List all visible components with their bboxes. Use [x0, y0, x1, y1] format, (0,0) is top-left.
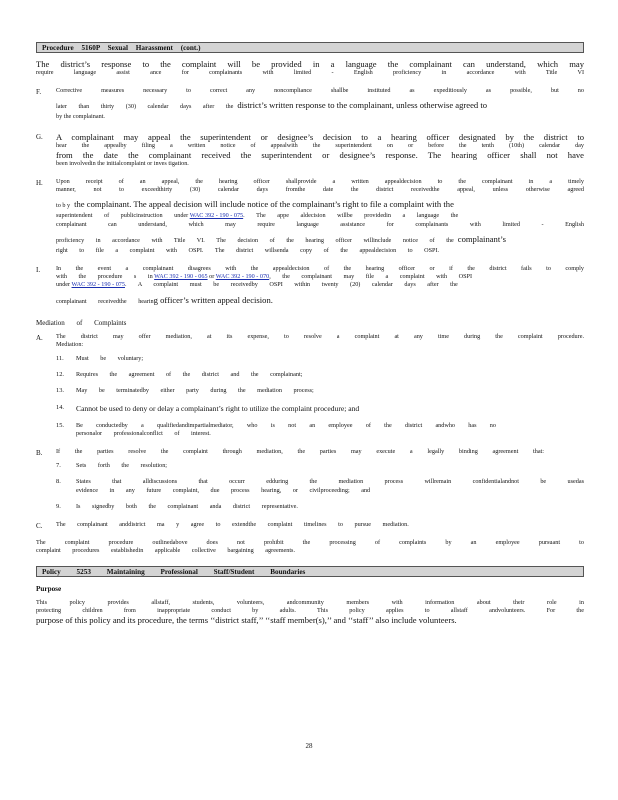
purpose-line-3: purpose of this policy and its procedure, the terms ‘‘district staff,’’ ‘‘staff member(s),’’ and ‘‘staff’’ also include volunteers. [36, 615, 457, 626]
mediation-b-item-7 [36, 462, 584, 470]
mediation-a-line-1: The district may offer mediation, at its expense, to resolve a complaint at any time during the complaint procedure. [56, 332, 584, 340]
section-h-label: H. [36, 179, 43, 188]
mediation-item-15-text-2: personalor professionalconflict of interest. [76, 429, 211, 437]
section-f [36, 87, 584, 121]
mediation-item-11 [36, 355, 584, 363]
mediation-item-14 [36, 404, 584, 414]
section-g-line-3: from the date the complainant received the superintendent or designee’s response. The hearing officer shall not have [56, 149, 584, 160]
mediation-item-15 [36, 422, 584, 438]
section-g-line-2: hear the appealby filing a written notice of appealwith the superintendent on or before the tenth (10th) calendar day [56, 141, 584, 149]
section-i-label: I. [36, 266, 41, 275]
mediation-b-item-8 [36, 478, 584, 494]
section-i-line-2 [56, 273, 584, 281]
mediation-b-item-7-text: Sets forth the resolution; [76, 462, 168, 470]
intro-line-1: The district’s response to the complaint will be provided in a language the complainant can understand, which may [36, 59, 584, 69]
mediation-closing-line-1: The complaint procedure outlinedabove does not prohibit the processing of complaints by an employee pursuant to [36, 539, 584, 547]
section-h-line-3-big: the complainant. The appeal decision will include notice of the complainant’s right to file a complaint with the [74, 199, 454, 210]
mediation-b-item-8-text: States that alldiscussions that occurr edduring the mediation process willremain confidentialandnot be usedas [76, 478, 584, 486]
page-number: 28 [305, 742, 313, 750]
section-i-line-1: In the event a complainant disagrees with the appealdecision of the hearing officer or if the district fails to comply [56, 265, 584, 273]
mediation-section-a [36, 333, 584, 349]
mediation-b-item-7-num: 7. [56, 462, 61, 470]
mediation-section-c [36, 521, 584, 529]
mediation-item-12 [36, 371, 584, 379]
section-h [36, 178, 584, 255]
intro-line-2: require language assist ance for complainants with limited - English proficiency in accordance with Title VI [36, 69, 584, 76]
section-g [36, 132, 584, 168]
section-i-line-2-text-b: , the complainant may file a complaint with OSPI [269, 273, 473, 281]
section-h-line-5: complainant can understand, which may require language assistance for complainants with limited - English [56, 220, 584, 228]
mediation-item-13-num: 13. [56, 387, 64, 395]
section-i-line-4-small: complainant receivedthe hearin [56, 297, 154, 305]
mediation-b-item-8-text-2: evidence in any future complaint, due process hearing, or civilproceeding; and [76, 486, 371, 494]
mediation-c-label: C. [36, 522, 43, 531]
mediation-a-line-2: Mediation: [56, 340, 84, 348]
mediation-item-12-text: Requires the agreement of the district and the complainant; [76, 371, 303, 379]
procedure-header-band: Procedure 5160P Sexual Harassment (cont.) [36, 42, 584, 53]
mediation-section-b [36, 448, 584, 456]
purpose-line-2: protecting children from inappropriate conduct by adults. This policy applies to allstaff andvolunteers. For the [36, 606, 584, 614]
wac-392-190-075-link[interactable]: WAC 392 - 190 - 075 [189, 212, 244, 220]
section-h-line-1: Upon receipt of an appeal, the hearing officer shallprovide a written appealdecision to the complainant in a timely [56, 178, 584, 186]
section-i-line-2-or: or [209, 273, 215, 281]
mediation-item-14-text: Cannot be used to deny or delay a complainant’s right to utilize the complaint procedure; and [76, 403, 360, 413]
section-h-line-6-big: complainant’s [457, 233, 506, 244]
mediation-closing [36, 539, 584, 555]
wac-392-190-075-link-2[interactable]: WAC 392 - 190 - 075 [71, 281, 125, 289]
wac-392-190-065-link[interactable]: WAC 392 - 190 - 065 [154, 273, 208, 281]
mediation-item-12-num: 12. [56, 371, 64, 379]
section-f-label: F. [36, 88, 42, 97]
section-h-line-3-small: to b y [56, 202, 71, 210]
section-i-line-3-text-b: . A complaint must be receivedby OSPI within twenty (20) calendar days after the [124, 281, 458, 289]
purpose-line-1: This policy provides allstaff, students, volunteers, andcommunity members with information about their role in [36, 598, 584, 606]
mediation-heading: Mediation of Complaints [36, 318, 127, 327]
section-i [36, 265, 584, 308]
intro-paragraph [36, 59, 584, 77]
mediation-b-item-9-text: Is signedby both the complainant anda district representative. [76, 502, 298, 510]
section-h-line-7: right to file a complaint with OSPI. The district willsenda copy of the appealdecision to OSPI. [56, 246, 440, 254]
section-h-line-6 [56, 229, 584, 247]
section-f-line-1: Corrective measures necessary to correct any noncompliance shallbe instituted as expeditiously as possible, but no [56, 87, 584, 95]
section-h-line-2: manner, not to exceedthirty (30) calendar days fromthe date the district receivedthe appeal, unless otherwise agreed [56, 186, 584, 194]
mediation-closing-line-2: complaint procedures establishedin applicable collective bargaining agreements. [36, 547, 296, 555]
section-h-line-3 [56, 194, 584, 212]
mediation-b-line-1: If the parties resolve the complaint through mediation, the parties may execute a legally binding agreement that: [56, 448, 544, 456]
wac-392-190-070-link[interactable]: WAC 392 - 190 - 070 [215, 273, 270, 281]
mediation-b-item-9 [36, 503, 584, 511]
section-f-line-2-big: district’s written response to the complainant, unless otherwise agreed to [237, 100, 488, 111]
section-g-line-1: A complainant may appeal the superintendent or designee’s decision to a hearing officer designated by the district to [56, 131, 584, 142]
section-i-line-2-text-a: with the procedure s in [56, 273, 153, 281]
section-f-line-3: by the complainant. [56, 113, 105, 121]
section-f-line-2-small: later than thirty (30) calendar days after the [56, 103, 234, 111]
mediation-item-14-num: 14. [56, 403, 64, 411]
section-i-line-3-text-a: under [56, 281, 71, 289]
section-h-line-4-text-b: . The appe aldecision willbe providedin a language the [243, 212, 459, 220]
section-i-line-4-big: g officer’s written appeal decision. [153, 294, 273, 305]
mediation-c-line-1: The complainant anddistrict ma y agree to extendthe complaint timelines to pursue mediation. [56, 521, 409, 529]
purpose-paragraph [36, 599, 584, 625]
mediation-item-15-text: Be conductedby a qualifiedandimpartialmediator, who is not an employee of the district andwho has no [76, 421, 496, 429]
section-i-line-4 [56, 290, 584, 308]
mediation-b-item-8-num: 8. [56, 478, 61, 486]
mediation-item-13-text: May be terminatedby either party during the mediation process; [76, 387, 314, 395]
section-g-line-4: been involvedin the initialcomplaint or inves tigation. [56, 159, 189, 167]
section-g-label: G. [36, 132, 43, 141]
section-i-line-3 [56, 281, 584, 289]
section-f-line-2 [56, 95, 584, 113]
mediation-item-15-num: 15. [56, 421, 64, 429]
section-h-line-4-text-a: superintendent of publicinstruction under [56, 212, 189, 220]
section-h-line-6-small: proficiency in accordance with Title VI. The decision of the hearing officer willinclude notice of the [56, 236, 454, 244]
mediation-item-13 [36, 387, 584, 395]
purpose-heading: Purpose [36, 584, 62, 593]
mediation-b-label: B. [36, 449, 43, 458]
mediation-b-item-9-num: 9. [56, 502, 61, 510]
mediation-item-11-text: Must be voluntary; [76, 355, 144, 363]
mediation-item-11-num: 11. [56, 355, 64, 363]
mediation-a-label: A. [36, 333, 43, 342]
policy-header-band: Policy 5253 Maintaining Professional Staff/Student Boundaries [36, 566, 584, 577]
section-h-line-4 [56, 212, 584, 220]
document-page [36, 42, 584, 625]
